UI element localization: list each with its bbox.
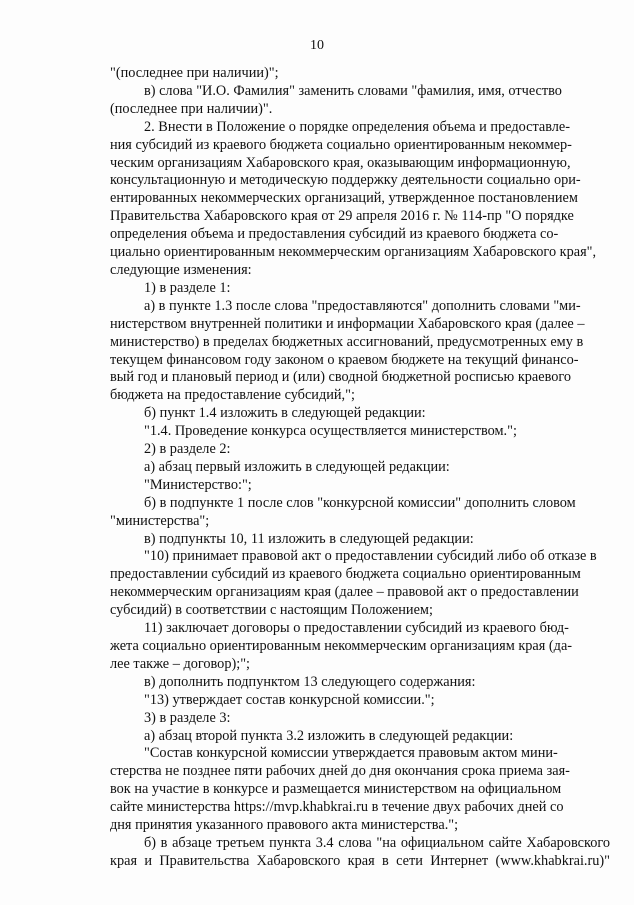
paragraph: "Министерство:"; (144, 476, 252, 493)
paragraph: а) абзац второй пункта 3.2 изложить в следующей редакции: (144, 727, 514, 744)
page-number: 10 (310, 38, 324, 53)
document-body (110, 65, 610, 871)
paragraph: "13) утверждает состав конкурсной комиссии."; (144, 691, 435, 708)
paragraph: в) подпункты 10, 11 изложить в следующей редакции: (144, 530, 474, 547)
paragraph: б) в абзаце третьем пункта 3.4 слова "на официальном сайте Хабаровского края и Правительства Хабаровского края в сети Интернет (www.khabkrai.ru)" (110, 834, 610, 869)
paragraph: 3) в разделе 3: (144, 709, 231, 726)
paragraph: в) слова "И.О. Фамилия" заменить словами "фамилия, имя, отчество (последнее при наличии)". (110, 82, 562, 117)
paragraph: а) в пункте 1.3 после слова "предоставляются" дополнить словами "ми- нистерством внутренней политики и информации Хабаровского края (далее – министерство) в пределах бюджетных ассигнований, предусмотренных ему в текущем финансовом году законом о краевом бюджете на текущий финансо- вый год и плановый период и (или) сводной бюджетной росписью краевого бюджета на предоставление субсидий,"; (110, 297, 585, 404)
paragraph: "1.4. Проведение конкурса осуществляется министерством."; (144, 423, 517, 440)
paragraph: а) абзац первый изложить в следующей редакции: (144, 458, 450, 475)
paragraph: "(последнее при наличии)"; (110, 65, 279, 81)
paragraph: 2. Внести в Положение о порядке определения объема и предоставле- ния субсидий из краевого бюджета социально ориентированным некоммер- ческим организациям Хабаровского края, оказывающим информационную, консультационную и методическую поддержку деятельности социально ори- ентированных некоммерческих организаций, утвержденное постановлением Правительства Хабаровского края от 29 апреля 2016 г. № 114-пр "О порядке определения объема и предоставления субсидий из краевого бюджета со- циально ориентированным некоммерческим организациям Хабаровского края", следующие изменения: (110, 118, 597, 278)
paragraph: "Состав конкурсной комиссии утверждается правовым актом мини- стерства не позднее пяти рабочих дней до дня окончания срока приема зая- вок на участие в конкурсе и размещается министерством на официальном сайте министерства https://mvp.khabkrai.ru в течение двух рабочих дней со дня принятия указанного правового акта министерства."; (110, 745, 570, 834)
paragraph: 2) в разделе 2: (144, 441, 231, 458)
paragraph: в) дополнить подпунктом 13 следующего содержания: (144, 673, 476, 690)
paragraph: 11) заключает договоры о предоставлении субсидий из краевого бюд- жета социально ориентированным некоммерческим организациям края (да- лее также – договор);"; (110, 620, 573, 672)
paragraph: 1) в разделе 1: (144, 279, 231, 296)
paragraph: б) пункт 1.4 изложить в следующей редакции: (144, 405, 426, 422)
paragraph: б) в подпункте 1 после слов "конкурсной комиссии" дополнить словом "министерства"; (110, 494, 576, 529)
paragraph: "10) принимает правовой акт о предоставлении субсидий либо об отказе в предоставлении субсидий из краевого бюджета социально ориентированным некоммерческим организациям края (далее – правовой акт о предоставлении субсидий) в соответствии с настоящим Положением; (110, 548, 597, 619)
